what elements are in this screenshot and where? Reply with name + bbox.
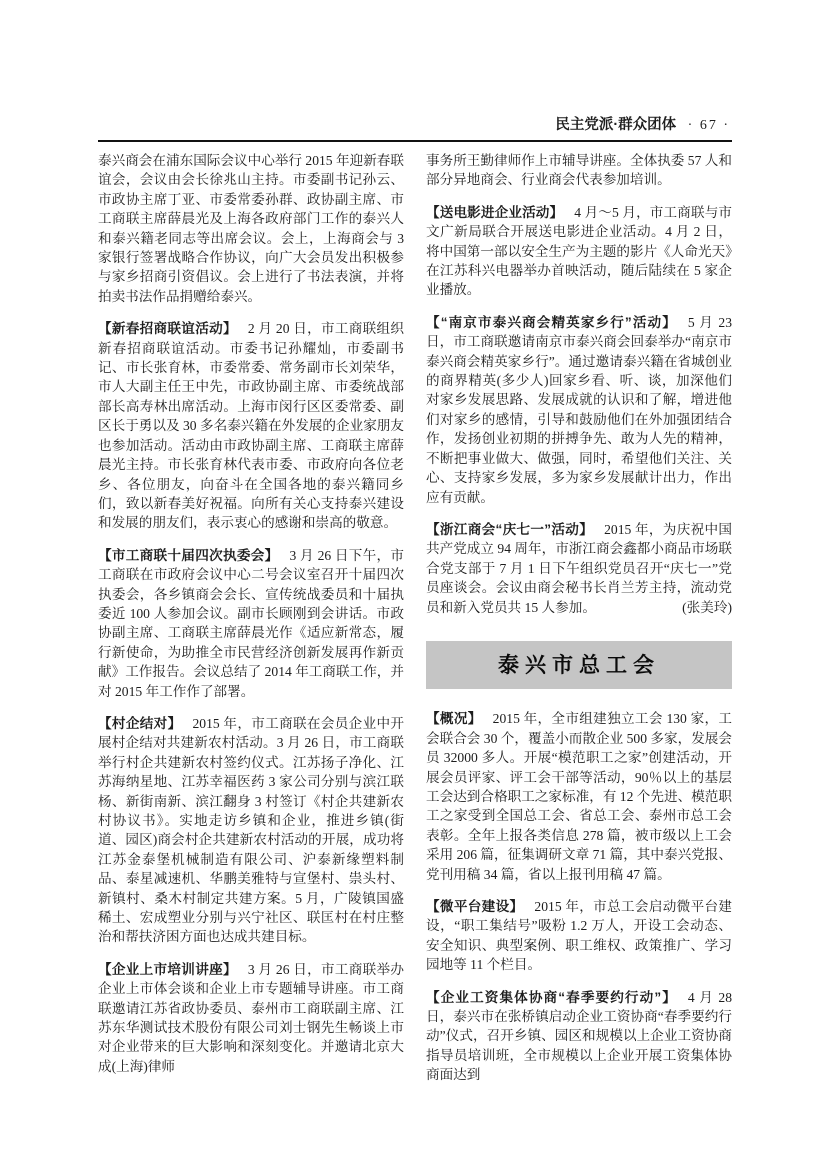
article-entry (426, 313, 732, 507)
article-entry (426, 203, 732, 300)
continuation-paragraph (98, 151, 404, 306)
article-entry (426, 988, 732, 1085)
entry-heading: 【送电影进企业活动】 (426, 204, 564, 220)
entry-heading: 【概况】 (426, 711, 482, 727)
entry-text: 2015 年，全市组建独立工会 130 家，工会联合会 30 个，覆盖小而散企业 500 多家，发展会员 32000 多人。开展“模范职工之家”创建活动，开展会员评家、评工会干部等活动，90％以上的基层工会达到合格职工之家标准，有 12 个先进、模范职工之家受到全国总工会、省总工会、泰州市总工会表彰。全年上报各类信息 278 篇，被市级以上工会采用 206 篇，征集调研文章 71 篇，其中泰兴党报、党刊用稿 34 篇，省以上报刊用稿 47 篇。 (426, 711, 732, 882)
entry-text: 事务所王勤律师作上市辅导讲座。全体执委 57 人和部分异地商会、行业商会代表参加培训。 (426, 153, 732, 188)
page-content (98, 116, 732, 1085)
article-entry (426, 520, 732, 617)
entry-text: 2015 年，市总工会启动微平台建设，“职工集结号”吸粉 1.2 万人，开设工会动态、安全知识、典型案例、职工维权、政策推广、学习园地等 11 个栏目。 (426, 899, 733, 973)
entry-heading: 【新春招商联谊活动】 (98, 321, 237, 337)
entry-heading: 【浙江商会“庆七一”活动】 (426, 521, 594, 537)
entry-heading: 【企业工资集体协商“春季要约行动”】 (426, 989, 677, 1005)
header-rule (98, 140, 732, 142)
entry-heading: 【市工商联十届四次执委会】 (98, 547, 279, 563)
left-column (98, 151, 404, 1085)
page-number: · 67 · (687, 118, 730, 133)
section-banner: 泰兴市总工会 (426, 641, 732, 689)
article-entry (98, 960, 404, 1076)
entry-heading: 【“南京市泰兴商会精英家乡行”活动】 (426, 314, 677, 330)
running-head (98, 116, 732, 135)
article-entry (98, 546, 404, 701)
entry-text: 4 月～5 月，市工商联与市文广新局联合开展送电影进企业活动。4 月 2 日，将中国第一部以安全生产为主题的影片《人命光天》在江苏科兴电器举办首映活动，随后陆续在 5 家企业播放。 (426, 204, 733, 298)
article-entry (426, 897, 732, 975)
entry-text: 3 月 26 日下午，市工商联在市政府会议中心二号会议室召开十届四次执委会，各乡镇商会会长、宣传统战委员和十届执委近 100 人参加会议。副市长顾刚到会讲话。市政协副主席、工商联主席薛晨光作《适应新常态，履行新使命，为助推全市民营经济创新发展再作新贡献》工作报告。会议总结了 2014 年工商联工作，并对 2015 年工作作了部署。 (98, 547, 404, 699)
entry-text: 2 月 20 日，市工商联组织新春招商联谊活动。市委书记孙耀灿，市委副书记、市长张育林，市委常委、常务副市长刘荣华，市人大副主任王中先，市政协副主席、市委统战部部长高寿林出席活动。上海市闵行区区委常委、副区长于勇以及 30 多名泰兴籍在外发展的企业家朋友也参加活动。活动由市政协副主席、工商联主席薛晨光主持。市长张育林代表市委、市政府向各位老乡、各位朋友，向奋斗在全国各地的泰兴籍同乡们，致以新春美好祝福。向所有关心支持泰兴建设和发展的朋友们，表示衷心的感谢和崇高的敬意。 (98, 321, 404, 531)
entry-heading: 【微平台建设】 (426, 899, 524, 914)
article-entry (98, 714, 404, 947)
entry-text: 5 月 23 日，市工商联邀请南京市泰兴商会回泰举办“南京市泰兴商会精英家乡行”。通过邀请泰兴籍在省城创业的商界精英(多少人)回家乡看、听、谈，加深他们对家乡发展思路、发展成就的认识和了解，增进他们对家乡的感情，引导和鼓励他们在外加强团结合作，发扬创业初期的拼搏争先、敢为人先的精神，不断把事业做大、做强，同时，希望他们关注、关心、支持家乡发展，多为家乡发展献计出力，作出应有贡献。 (426, 314, 733, 505)
entry-heading: 【村企结对】 (98, 715, 182, 731)
article-entry (426, 709, 732, 884)
two-column-layout (98, 151, 732, 1085)
right-column (426, 151, 732, 1085)
running-head-category: 民主党派·群众团体 (555, 117, 677, 133)
entry-text: 2015 年，为庆祝中国共产党成立 94 周年，市浙江商会鑫都小商品市场联合党支部于 7 月 1 日下午组织党员召开“庆七一”党员座谈会。会议由商会秘书长肖兰芳主持，流动党员和新入党员共 15 人参加。 (426, 521, 732, 615)
entry-text: 泰兴商会在浦东国际会议中心举行 2015 年迎新春联谊会，会议由会长徐兆山主持。市委副书记孙云、市政协主席丁亚、市委常委孙群、政协副主席、市工商联主席薛晨光及上海各政府部门工作的泰兴人和泰兴籍老同志等出席会议。会上，上海商会与 3 家银行签署战略合作协议，向广大会员发出积极参与家乡招商引资倡议。会上进行了书法表演，并将拍卖书法作品捐赠给泰兴。 (98, 153, 404, 304)
entry-text: 2015 年，市工商联在会员企业中开展村企结对共建新农村活动。3 月 26 日，市工商联举行村企共建新农村签约仪式。江苏扬子净化、江苏海纳星地、江苏幸福医药 3 家公司分别与滨江联杨、新街南新、滨江翻身 3 村签订《村企共建新农村协议书》。实地走访乡镇和企业，推进乡镇(街道、园区)商会村企共建新农村活动的开展，成功将江苏金泰堡机械制造有限公司、沪泰新缘塑料制品、泰星减速机、华鹏美雅特与宣堡村、祟头村、新镇村、桑木村制定共建方案。5 月，广陵镇国盛稀土、宏成塑业分别与兴宁社区、联匡村在村庄整治和帮扶济困方面也达成共建目标。 (98, 715, 404, 945)
entry-text: 4 月 28 日，泰兴市在张桥镇启动企业工资协商“春季要约行动”仪式，召开乡镇、园区和规模以上企业工资协商指导员培训班，全市规模以上企业开展工资集体协商面达到 (426, 989, 733, 1083)
entry-heading: 【企业上市培训讲座】 (98, 961, 237, 977)
article-entry (98, 319, 404, 532)
entry-text: 3 月 26 日，市工商联举办企业上市体会谈和企业上市专题辅导讲座。市工商联邀请江苏省政协委员、泰州市工商联副主席、江苏东华测试技术股份有限公司刘士钢先生畅谈上市对企业带来的巨大影响和深刻变化。并邀请北京大成(上海)律师 (98, 961, 404, 1074)
entry-attribution: (张美玲) (682, 599, 732, 615)
continuation-paragraph (426, 151, 732, 190)
